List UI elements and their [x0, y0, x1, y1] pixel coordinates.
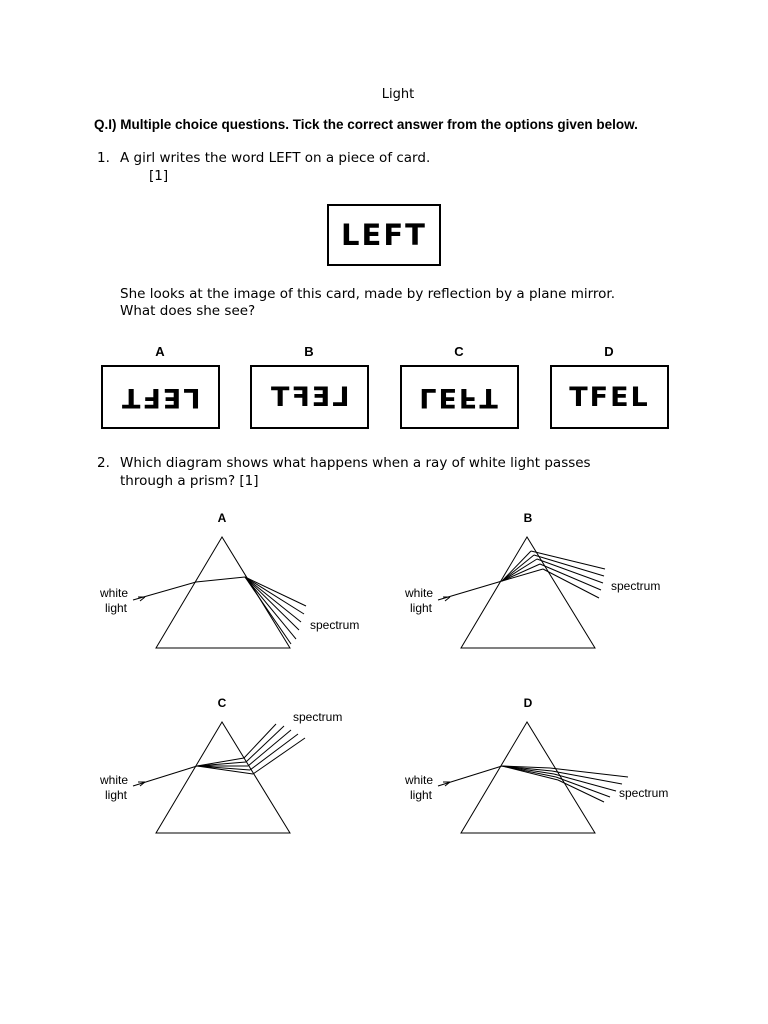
diagram-a-white-label: white [99, 586, 129, 600]
diagram-a-spectrum-label: spectrum [310, 618, 360, 632]
q2-text-line2: through a prism? [1] [120, 473, 259, 489]
option-d-text: TFEL [569, 381, 650, 413]
diagram-b-light-label: light [409, 601, 433, 615]
option-b-text: LEFT [269, 381, 350, 413]
option-a-text: LEFT [120, 381, 201, 413]
q1-number: 1. [97, 150, 110, 166]
option-c-card[interactable] [400, 365, 519, 429]
q1-prompt-line1: She looks at the image of this card, made by reflection by a plane mirror. [120, 286, 616, 302]
diagram-d-spectrum-label: spectrum [619, 786, 669, 800]
spectrum-rays-b [531, 551, 605, 598]
q1-prompt-line2: What does she see? [120, 303, 256, 319]
diagram-b-letter: B [523, 511, 533, 525]
diagram-c-white-label: white [99, 773, 129, 787]
diagram-c-letter: C [217, 696, 227, 710]
left-card-word: LEFT [341, 218, 427, 252]
spectrum-rays-c [244, 724, 305, 774]
diagram-d-letter: D [523, 696, 533, 710]
spectrum-rays-d [550, 768, 628, 802]
diagram-b-spectrum-label: spectrum [611, 579, 661, 593]
diagram-c[interactable] [133, 722, 305, 833]
option-a-letter: A [155, 344, 165, 359]
diagram-a-letter: A [217, 511, 227, 525]
spectrum-inside-d [502, 766, 558, 780]
diagram-a[interactable] [133, 537, 306, 648]
option-c-letter: C [454, 344, 464, 359]
diagram-d-light-label: light [409, 788, 433, 802]
q2-text-line1: Which diagram shows what happens when a ray of white light passes [120, 455, 591, 471]
spectrum-rays-a [245, 577, 306, 644]
q1-text: A girl writes the word LEFT on a piece of card. [120, 150, 431, 166]
option-d-card[interactable] [550, 365, 669, 429]
white-light-ray-c [133, 766, 197, 786]
option-a-card[interactable] [101, 365, 220, 429]
white-light-ray-a [133, 577, 245, 600]
white-light-ray-d [438, 766, 502, 786]
spectrum-inside-c [197, 758, 253, 774]
q1-marks: [1] [149, 168, 169, 184]
option-b-card[interactable] [250, 365, 369, 429]
option-b-letter: B [304, 344, 314, 359]
option-c-text: LEFT [419, 381, 500, 413]
prism-diagrams [0, 500, 768, 845]
diagram-d[interactable] [438, 722, 628, 833]
instruction-text: Q.I) Multiple choice questions. Tick the correct answer from the options given below. [94, 117, 638, 132]
diagram-b[interactable] [438, 537, 605, 648]
option-d-letter: D [604, 344, 614, 359]
diagram-b-white-label: white [404, 586, 434, 600]
left-card [327, 204, 441, 266]
prism-d [461, 722, 595, 833]
diagram-d-white-label: white [404, 773, 434, 787]
page-title: Light [381, 87, 415, 102]
diagram-c-spectrum-label: spectrum [293, 710, 343, 724]
diagram-a-light-label: light [104, 601, 128, 615]
prism-c [156, 722, 290, 833]
q2-number: 2. [97, 455, 110, 471]
diagram-c-light-label: light [104, 788, 128, 802]
